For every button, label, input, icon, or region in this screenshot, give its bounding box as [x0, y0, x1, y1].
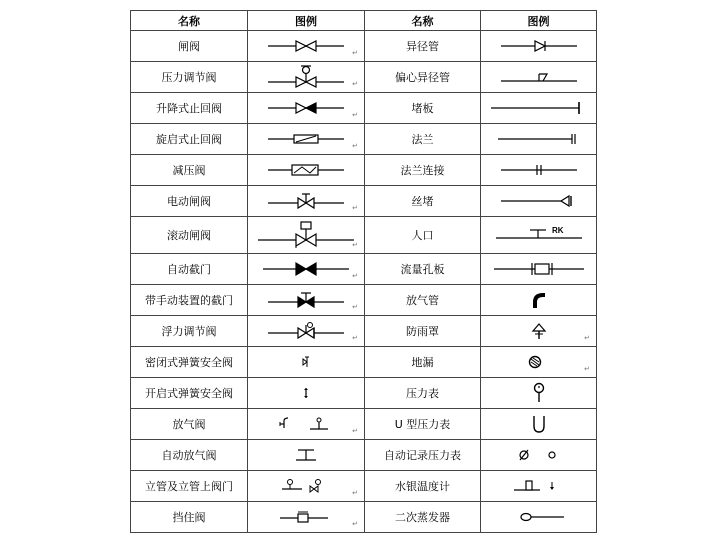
row-symbol-left: ↵ — [248, 124, 365, 155]
row-name-left: 旋启式止回阀 — [131, 124, 248, 155]
table-row — [131, 440, 597, 471]
air-release-valve-symbol — [266, 414, 346, 434]
legend-table — [130, 10, 597, 533]
table-row — [131, 471, 597, 502]
row-name-right: 防雨罩 — [365, 316, 481, 347]
row-symbol-right — [481, 254, 597, 285]
row-symbol-left: ↵ — [248, 409, 365, 440]
table-row — [131, 62, 597, 93]
row-symbol-right — [481, 186, 597, 217]
u-tube-gauge-symbol — [524, 413, 554, 435]
table-row — [131, 186, 597, 217]
row-symbol-right: ↵ — [481, 316, 597, 347]
row-name-left: 升降式止回阀 — [131, 93, 248, 124]
table-row — [131, 502, 597, 533]
manhole-symbol — [494, 222, 584, 248]
eccentric-reducer-symbol — [499, 69, 579, 85]
table-row — [131, 93, 597, 124]
row-symbol-right — [481, 31, 597, 62]
row-name-right: 地漏 — [365, 347, 481, 378]
header-symbol-left: 图例 — [248, 11, 365, 31]
row-symbol-left: ↵ — [248, 254, 365, 285]
lift-check-valve-symbol — [266, 100, 346, 116]
gate-valve-symbol — [266, 38, 346, 54]
row-symbol-left — [248, 440, 365, 471]
row-symbol-right — [481, 378, 597, 409]
float-regulating-valve-symbol — [266, 321, 346, 341]
row-symbol-left: ↵ — [248, 217, 365, 254]
header-symbol-right: 图例 — [481, 11, 597, 31]
row-symbol-left: ↵ — [248, 62, 365, 93]
mercury-thermometer-symbol — [504, 476, 574, 496]
row-symbol-right — [481, 409, 597, 440]
table-row — [131, 409, 597, 440]
plug-symbol — [499, 193, 579, 209]
table-row — [131, 378, 597, 409]
row-name-right: 堵板 — [365, 93, 481, 124]
row-symbol-right — [481, 93, 597, 124]
row-name-left: 带手动装置的截门 — [131, 285, 248, 316]
table-row — [131, 31, 597, 62]
row-name-right: 自动记录压力表 — [365, 440, 481, 471]
reducing-valve-symbol — [266, 162, 346, 178]
recording-gauge-symbol — [504, 445, 574, 465]
vent-pipe-symbol — [519, 290, 559, 310]
row-symbol-left: ↵ — [248, 186, 365, 217]
header-name-left: 名称 — [131, 11, 248, 31]
row-symbol-right — [481, 124, 597, 155]
pressure-gauge-symbol — [524, 381, 554, 405]
row-name-right: 二次蒸发器 — [365, 502, 481, 533]
row-name-right: 水银温度计 — [365, 471, 481, 502]
table-row — [131, 155, 597, 186]
row-name-right: 丝堵 — [365, 186, 481, 217]
row-name-left: 放气阀 — [131, 409, 248, 440]
table-row — [131, 124, 597, 155]
table-row — [131, 316, 597, 347]
table-row — [131, 347, 597, 378]
row-name-right: 放气管 — [365, 285, 481, 316]
flange-connection-symbol — [499, 162, 579, 178]
flange-symbol — [496, 131, 582, 147]
row-symbol-right — [481, 502, 597, 533]
row-symbol-left — [248, 347, 365, 378]
rolling-gate-valve-symbol — [256, 220, 356, 250]
row-name-right: 法兰 — [365, 124, 481, 155]
floor-drain-symbol — [519, 352, 559, 372]
reducer-symbol — [499, 38, 579, 54]
open-spring-safety-valve-symbol — [291, 385, 321, 401]
row-name-left: 自动截门 — [131, 254, 248, 285]
auto-air-valve-symbol — [286, 445, 326, 465]
riser-valve-symbol — [266, 476, 346, 496]
manhole-label: RK — [551, 226, 564, 235]
row-name-left: 开启式弹簧安全阀 — [131, 378, 248, 409]
auto-shutoff-valve-symbol — [261, 261, 351, 277]
electric-gate-valve-symbol — [266, 191, 346, 211]
row-symbol-right: ↵ — [481, 347, 597, 378]
row-name-left: 电动闸阀 — [131, 186, 248, 217]
orifice-plate-symbol — [492, 260, 586, 278]
manual-shutoff-valve-symbol — [266, 290, 346, 310]
row-symbol-right — [481, 440, 597, 471]
pressure-regulating-valve-symbol — [266, 64, 346, 90]
row-symbol-right — [481, 285, 597, 316]
rain-cap-symbol — [519, 321, 559, 341]
row-symbol-left: ↵ — [248, 285, 365, 316]
row-name-left: 压力调节阀 — [131, 62, 248, 93]
row-name-right: 压力表 — [365, 378, 481, 409]
row-name-right: 偏心异径管 — [365, 62, 481, 93]
row-name-right: U 型压力表 — [365, 409, 481, 440]
row-symbol-left: ↵ — [248, 502, 365, 533]
table-row — [131, 285, 597, 316]
row-name-right: 流量孔板 — [365, 254, 481, 285]
row-name-right: 法兰连接 — [365, 155, 481, 186]
table-row — [131, 254, 597, 285]
row-symbol-right — [481, 155, 597, 186]
row-symbol-left — [248, 378, 365, 409]
row-name-left: 密闭式弹簧安全阀 — [131, 347, 248, 378]
row-name-left: 滚动闸阀 — [131, 217, 248, 254]
row-name-left: 自动放气阀 — [131, 440, 248, 471]
header-row — [131, 11, 597, 31]
header-name-right: 名称 — [365, 11, 481, 31]
row-symbol-left: ↵ — [248, 316, 365, 347]
row-symbol-right — [481, 471, 597, 502]
row-symbol-left — [248, 155, 365, 186]
row-symbol-left: ↵ — [248, 93, 365, 124]
row-name-left: 减压阀 — [131, 155, 248, 186]
blind-plate-symbol — [489, 100, 589, 116]
row-name-right: 异径管 — [365, 31, 481, 62]
row-name-left: 浮力调节阀 — [131, 316, 248, 347]
row-symbol-right — [481, 62, 597, 93]
row-name-right: 人口 — [365, 217, 481, 254]
row-name-left: 挡住阀 — [131, 502, 248, 533]
table-row — [131, 217, 597, 254]
row-symbol-left: ↵ — [248, 31, 365, 62]
secondary-evaporator-symbol — [504, 509, 574, 525]
swing-check-valve-symbol — [266, 131, 346, 147]
row-symbol-right — [481, 217, 597, 254]
row-name-left: 立管及立管上阀门 — [131, 471, 248, 502]
row-symbol-left: ↵ — [248, 471, 365, 502]
row-name-left: 闸阀 — [131, 31, 248, 62]
stop-valve-symbol — [266, 509, 346, 525]
closed-spring-safety-valve-symbol — [291, 354, 321, 370]
